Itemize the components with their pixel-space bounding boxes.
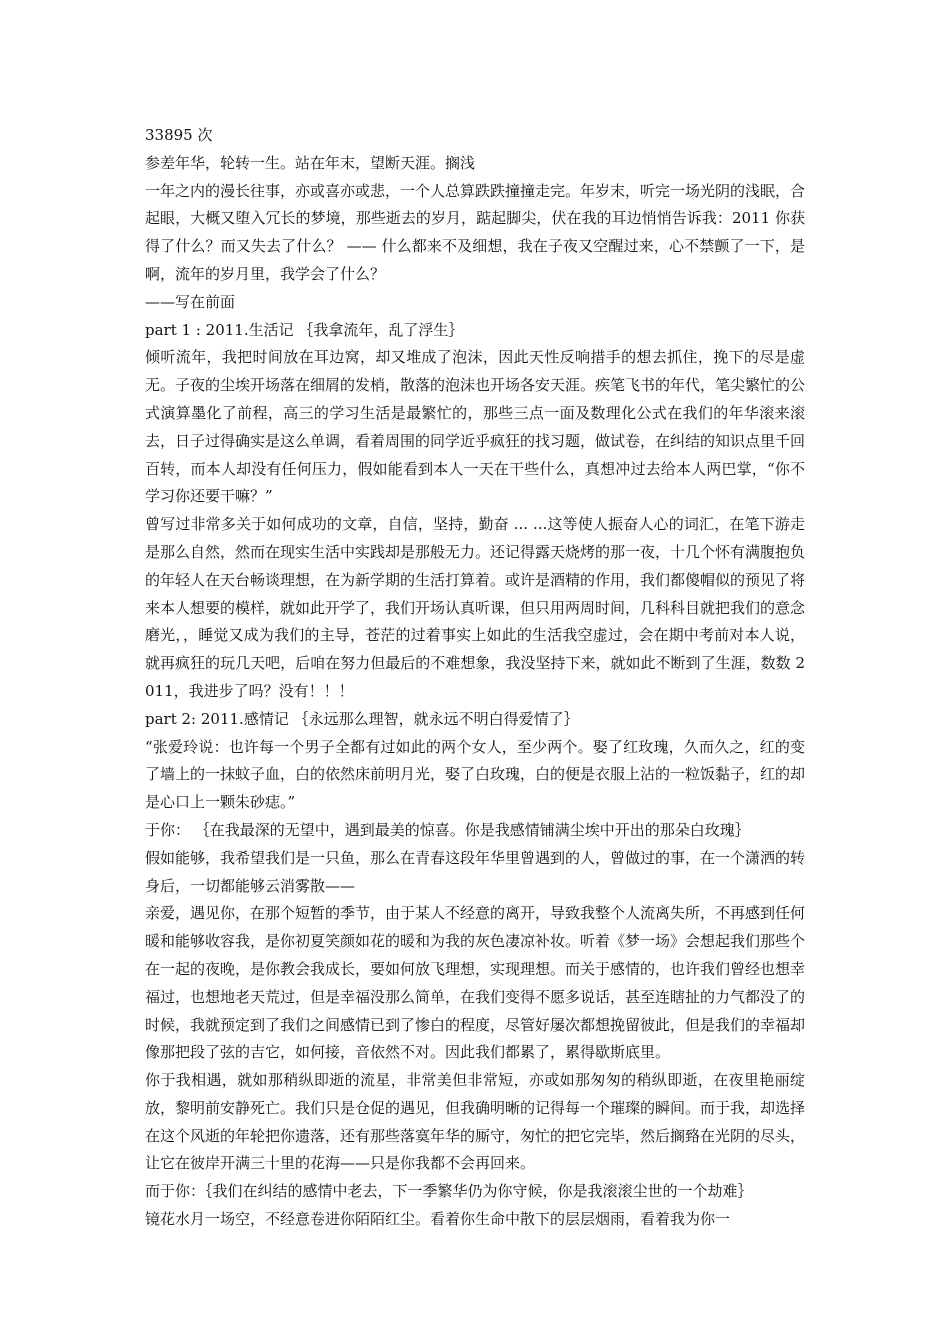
intro-signature: ——写在前面: [145, 292, 236, 311]
quote-paragraph: “张爱玲说：也许每一个男子全都有过如此的两个女人，至少两个。娶了红玫瑰，久而久之，红的变了墙上的一抹蚊子血，白的依然床前明月光，娶了白玫瑰，白的便是衣服上沾的一粒饭黏子，红的却是心口上一颗朱砂痣。”: [145, 737, 806, 812]
subheading-and-to-you: 而于你：｛我们在纠结的感情中老去，下一季繁华仍为你守候，你是我滚滚尘世的一个劫难｝: [145, 1182, 753, 1201]
subheading-to-you: 于你： ｛在我最深的无望中，遇到最美的惊喜。你是我感情铺满尘埃中开出的那朵白玫瑰｝: [145, 820, 750, 839]
title-line: 参差年华，轮转一生。站在年末，望断天涯。搁浅: [145, 153, 476, 172]
body-paragraph: 你于我相遇，就如那稍纵即逝的流星，非常美但非常短，亦或如那匆匆的稍纵即逝，在夜里艳丽绽放，黎明前安静死亡。我们只是仓促的遇见，但我确明晰的记得每一个璀璨的瞬间。而于我，却选择在这个风逝的年轮把你遗落，还有那些落寞年华的厮守，匆忙的把它完毕，然后搁臵在光阴的尽头，让它在彼岸开满三十里的花海——只是你我都不会再回来。: [145, 1071, 806, 1173]
body-paragraph: 倾听流年，我把时间放在耳边窝，却又堆成了泡沫，因此天性反响措手的想去抓住，挽下的尽是虚无。子夜的尘埃开场落在细屑的发梢，散落的泡沫也开场各安天涯。疾笔飞书的年代，笔尖繁忙的公式演算墨化了前程，高三的学习生活是最繁忙的，那些三点一面及数理化公式在我们的年华滚来滚去，日子过得确实是这么单调，看着周围的同学近乎疯狂的找习题，做试卷，在纠结的知识点里千回百转，而本人却没有任何压力，假如能看到本人一天在干些什么，真想冲过去给本人两巴掌，“你不学习你还要干嘛？”: [145, 348, 806, 506]
document-page: [145, 122, 805, 1234]
view-count: 33895 次: [145, 126, 213, 144]
section-heading-part2: part 2: 2011.感情记 ｛永远那么理智，就永远不明白得爱情了｝: [145, 709, 579, 728]
intro-paragraph: 一年之内的漫长往事，亦或喜亦或悲，一个人总算跌跌撞撞走完。年岁末，听完一场光阴的浅眠，合起眼，大概又堕入冗长的梦境，那些逝去的岁月，踮起脚尖，伏在我的耳边悄悄告诉我：2011 你获得了什么？而又失去了什么？ —— 什么都来不及细想，我在子夜又空醒过来，心不禁颤了一下，是啊，流年的岁月里，我学会了什么？: [145, 181, 806, 283]
body-paragraph: 曾写过非常多关于如何成功的文章，自信，坚持，勤奋 ... ...这等使人振奋人心的词汇，在笔下游走是那么自然，然而在现实生活中实践却是那般无力。还记得露天烧烤的那一夜，十几个怀有满腹抱负的年轻人在天台畅谈理想，在为新学期的生活打算着。或许是酒精的作用，我们都傻帽似的预见了将来本人想要的模样，就如此开学了，我们开场认真听课，但只用两周时间，几科科目就把我们的意念磨光，，睡觉又成为我们的主导，苍茫的过着事实上如此的生活我空虚过，会在期中考前对本人说，就再疯狂的玩几天吧，后咱在努力但最后的不难想象，我没坚持下来，就如此不断到了生涯，数数 2011，我进步了吗？没有！！！: [145, 515, 806, 700]
section-heading-part1: part 1 : 2011.生活记 ｛我拿流年，乱了浮生｝: [145, 320, 464, 339]
body-paragraph: 假如能够，我希望我们是一只鱼，那么在青春这段年华里曾遇到的人，曾做过的事，在一个潇洒的转身后，一切都能够云消雾散——: [145, 848, 806, 895]
body-paragraph: 亲爱，遇见你，在那个短暂的季节，由于某人不经意的离开，导致我整个人流离失所，不再感到任何暖和能够收容我，是你初夏笑颜如花的暖和为我的灰色凄凉补妆。听着《梦一场》会想起我们那些个在一起的夜晚，是你教会我成长，要如何放飞理想，实现理想。而关于感情的，也许我们曾经也想幸福过，也想地老天荒过，但是幸福没那么简单，在我们变得不愿多说话，甚至连瞎扯的力气都没了的时候，我就预定到了我们之间感情已到了惨白的程度，尽管好屡次都想挽留彼此，但是我们的幸福却像那把段了弦的吉它，如何接，音依然不对。因此我们都累了，累得歇斯底里。: [145, 904, 806, 1062]
body-paragraph: 镜花水月一场空，不经意卷进你陌陌红尘。看着你生命中散下的层层烟雨，看着我为你一: [145, 1210, 731, 1229]
